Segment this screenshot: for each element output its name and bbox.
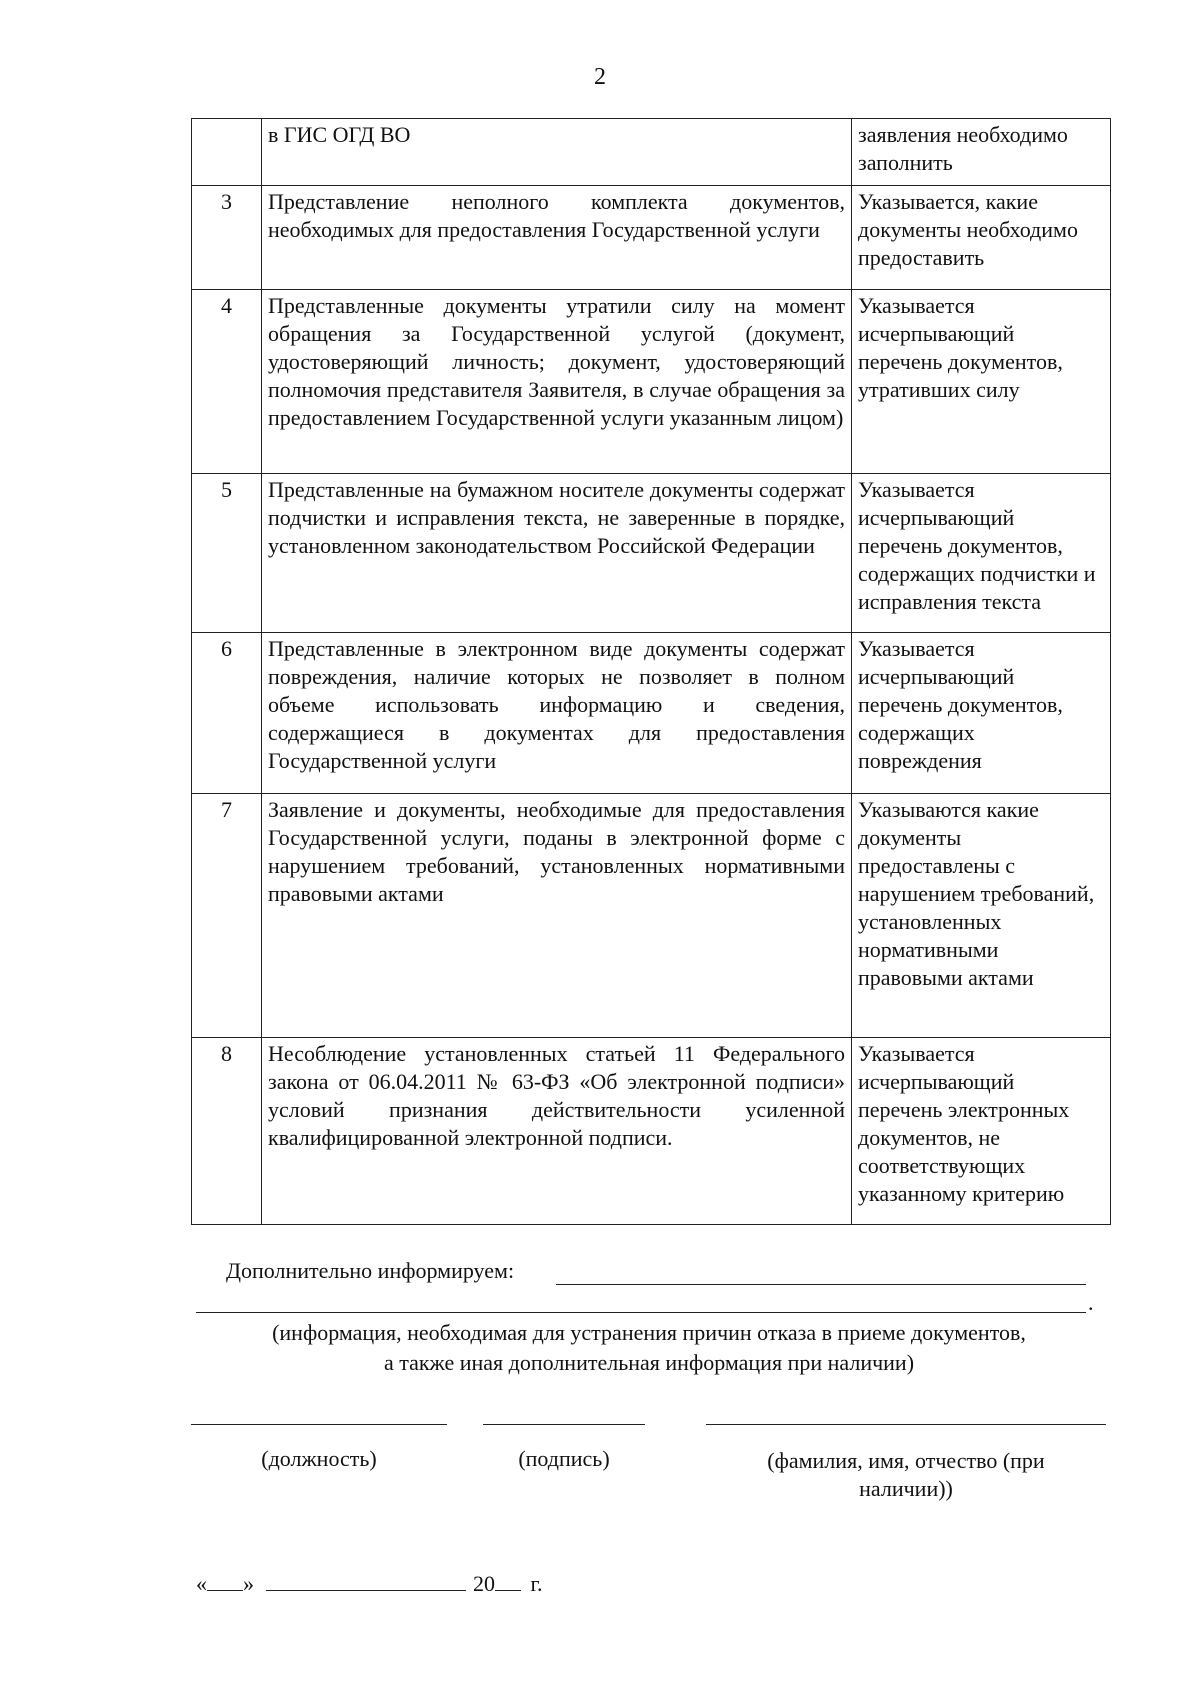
date-close-quote: » [243,1571,254,1596]
reason-note: Указывается исчерпывающий перечень документов, содержащих подчистки и исправления текста [852,474,1111,633]
refusal-reason: Представленные документы утратили силу на момент обращения за Государственной услугой (документ, удостоверяющий личность; документ, удостоверяющий полномочия представителя Заявителя, в случае обращения за предоставлением Государственной услуги указанным лицом) [262,290,852,474]
signature-label: (подпись) [518,1446,610,1471]
reason-note: Указывается исчерпывающий перечень документов, содержащих повреждения [852,633,1111,794]
full-name-label-line-1: (фамилия, имя, отчество (при [767,1448,1045,1473]
row-number [192,119,262,186]
table-row [192,119,1111,186]
row-number: 5 [192,474,262,633]
additional-info-label: Дополнительно информируем: [226,1258,515,1283]
additional-info-hint-line-1: (информация, необходимая для устранения причин отказа в приеме документов, [272,1320,1026,1345]
table-row [192,474,1111,633]
table-row [192,186,1111,290]
year-suffix: г. [530,1571,543,1596]
position-label: (должность) [261,1446,377,1471]
date-open-quote: « [196,1571,207,1596]
full-name-label-line-2: наличии)) [859,1476,953,1501]
additional-info-line-2 [196,1312,1086,1313]
refusal-reason: Заявление и документы, необходимые для предоставления Государственной услуги, поданы в электронной форме с нарушением требований, установленных нормативными правовыми актами [262,794,852,1038]
month-blank [266,1570,466,1591]
reason-note: Указывается исчерпывающий перечень документов, утративших силу [852,290,1111,474]
year-blank [495,1570,521,1591]
row-number: 7 [192,794,262,1038]
additional-info-line-1 [556,1284,1086,1285]
refusal-reason: Представленные в электронном виде документы содержат повреждения, наличие которых не позволяет в полном объеме использовать информацию и сведения, содержащиеся в документах для предоставления Государственной услуги [262,633,852,794]
refusal-reasons-table [191,118,1111,1225]
table-row [192,633,1111,794]
page-number: 2 [594,64,606,90]
row-number: 3 [192,186,262,290]
signature-line [483,1424,645,1425]
full-name-signature-line [706,1424,1106,1425]
reason-note: Указывается исчерпывающий перечень электронных документов, не соответствующих указанному критерию [852,1038,1111,1225]
reason-note: Указывается, какие документы необходимо предоставить [852,186,1111,290]
refusal-reason: в ГИС ОГД ВО [262,119,852,186]
additional-info-hint-line-2: а также иная дополнительная информация при наличии) [383,1350,915,1375]
position-signature-line [191,1424,447,1425]
row-number: 8 [192,1038,262,1225]
refusal-reason: Несоблюдение установленных статьей 11 Федерального закона от 06.04.2011 № 63-ФЗ «Об электронной подписи» условий признания действительности усиленной квалифицированной электронной подписи. [262,1038,852,1225]
reason-note: заявления необходимо заполнить [852,119,1111,186]
year-prefix: 20 [473,1571,495,1596]
table-row [192,1038,1111,1225]
refusal-reason: Представление неполного комплекта документов, необходимых для предоставления Государственной услуги [262,186,852,290]
reason-note: Указываются какие документы предоставлены с нарушением требований, установленных нормативными правовыми актами [852,794,1111,1038]
date-line [196,1570,543,1597]
row-number: 4 [192,290,262,474]
day-blank [207,1570,243,1591]
additional-info-line-end: . [1088,1290,1094,1315]
table-row [192,794,1111,1038]
row-number: 6 [192,633,262,794]
table-row [192,290,1111,474]
refusal-reason: Представленные на бумажном носителе документы содержат подчистки и исправления текста, не заверенные в порядке, установленном законодательством Российской Федерации [262,474,852,633]
